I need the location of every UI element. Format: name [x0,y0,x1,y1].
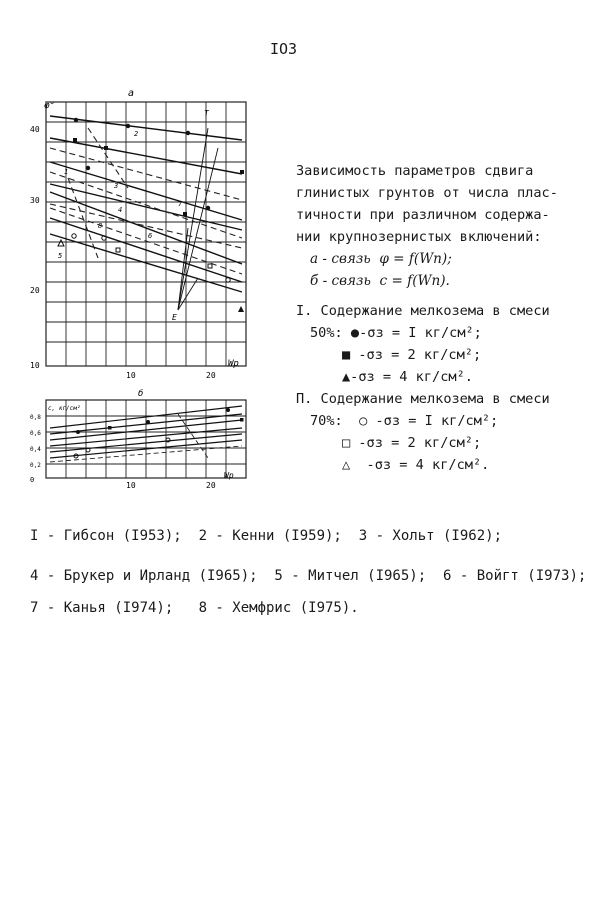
caption-group2-title: П. Содержание мелкозема в смеси [296,391,550,407]
series-label: 8 [98,222,103,230]
chart-b-y-label: с, кг/см² [48,405,81,412]
page-number: IO3 [270,40,298,58]
chart-a [30,88,246,380]
caption-title-line: глинистых грунтов от числа плас- [296,185,558,201]
caption-group2-line: 70%: ○ -σз = I кг/см²; [310,413,499,429]
reference-line: I - Гибсон (I953); 2 - Кенни (I959); 3 - Хольт (I962); [30,528,503,544]
caption-title-line: нии крупнозернистых включений: [296,229,542,245]
caption-group2-line: □ -σз = 2 кг/см²; [342,435,482,451]
chart-a-label: а [128,88,135,99]
chart-a-ytick: 40 [30,125,40,134]
chart-b-ytick: 0 [30,476,35,484]
annotation-t: T [204,109,209,118]
chart-a-ytick: 10 [30,361,40,370]
chart-a-y-label: φ° [44,101,55,111]
caption-group2-line: △ -σз = 4 кг/см². [342,457,490,473]
chart-a-x-label: Wp [228,359,239,369]
chart-b [30,388,246,488]
series-label: 3 [114,182,119,190]
series-label: 4 [118,206,123,214]
caption-item-b: б - связь c = f(Wп). [310,273,450,289]
reference-line: 4 - Брукер и Ирланд (I965); 5 - Митчел (I965); 6 - Войгт (I973); [30,568,587,584]
caption-group1-title: I. Содержание мелкозема в смеси [296,303,550,319]
figure [28,88,268,488]
caption-group1-line: ▲-σз = 4 кг/см². [342,369,473,385]
annotation-e: E [172,313,177,322]
series-label: 2 [134,130,139,138]
caption-title-line: тичности при различном содержа- [296,207,550,223]
chart-a-open-markers [58,234,230,282]
chart-b-label: б [138,389,144,399]
chart-b-xtick: 20 [206,481,216,488]
chart-a-xtick: 10 [126,371,136,380]
caption-item-a: а - связь φ = f(Wп); [310,251,452,267]
chart-a-xtick: 20 [206,371,216,380]
chart-b-ytick: 0,4 [30,446,41,453]
chart-b-ytick: 0,6 [30,430,41,437]
chart-a-ytick: 30 [30,196,40,205]
reference-line: 7 - Канья (I974); 8 - Хемфрис (I975). [30,600,359,616]
caption-group1-line: 50%: ●-σз = I кг/см²; [310,325,482,341]
chart-b-ytick: 0,8 [30,414,41,421]
series-label: 5 [58,252,63,260]
series-label: 6 [148,232,153,240]
chart-b-xtick: 10 [126,481,136,488]
chart-b-x-label: Wp [224,471,234,480]
caption-group1-line: ■ -σз = 2 кг/см²; [342,347,482,363]
chart-b-ytick: 0,2 [30,462,41,469]
caption-title-line: Зависимость параметров сдвига [296,163,534,179]
figure-caption [296,160,596,476]
chart-a-ytick: 20 [30,286,40,295]
series-label: 1 [64,168,69,176]
series-label: 7 [178,200,183,208]
